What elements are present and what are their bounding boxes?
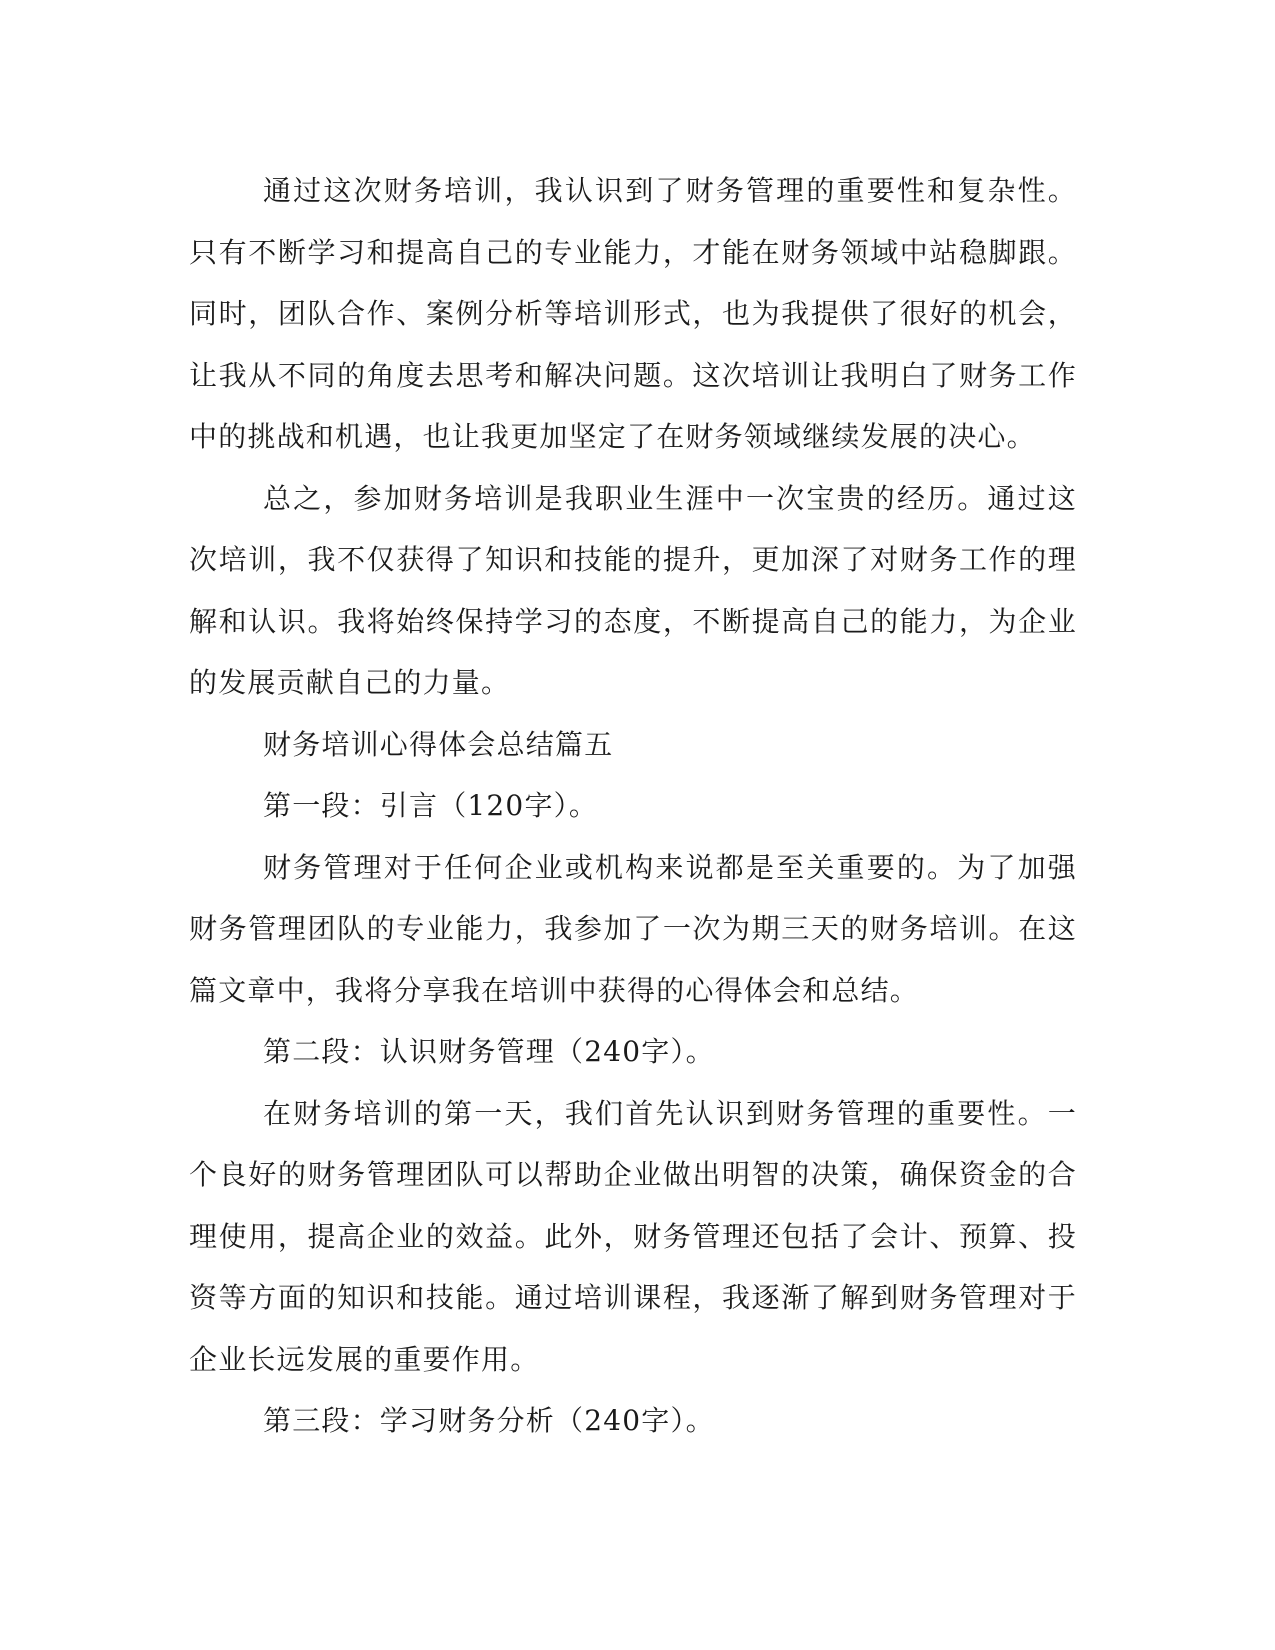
paragraph-conclusion: 总之，参加财务培训是我职业生涯中一次宝贵的经历。通过这次培训，我不仅获得了知识和技能的提升，更加深了对财务工作的理解和认识。我将始终保持学习的态度，不断提高自己的能力，为企业的发展贡献自己的力量。 bbox=[189, 481, 1077, 699]
article-title-part-five: 财务培训心得体会总结篇五 bbox=[263, 727, 614, 761]
document-body bbox=[189, 160, 1077, 1452]
section-heading-intro: 第一段：引言（120字）。 bbox=[263, 789, 599, 822]
paragraph-intro: 财务管理对于任何企业或机构来说都是至关重要的。为了加强财务管理团队的专业能力，我参加了一次为期三天的财务培训。在这篇文章中，我将分享我在培训中获得的心得体会和总结。 bbox=[189, 850, 1077, 1007]
paragraph-understanding: 在财务培训的第一天，我们首先认识到财务管理的重要性。一个良好的财务管理团队可以帮助企业做出明智的决策，确保资金的合理使用，提高企业的效益。此外，财务管理还包括了会计、预算、投资等方面的知识和技能。通过培训课程，我逐渐了解到财务管理对于企业长远发展的重要作用。 bbox=[189, 1096, 1077, 1376]
section-heading-analysis: 第三段：学习财务分析（240字）。 bbox=[263, 1404, 715, 1437]
section-heading-understanding: 第二段：认识财务管理（240字）。 bbox=[263, 1035, 715, 1068]
paragraph-training-reflection: 通过这次财务培训，我认识到了财务管理的重要性和复杂性。只有不断学习和提高自己的专业能力，才能在财务领域中站稳脚跟。同时，团队合作、案例分析等培训形式，也为我提供了很好的机会，让我从不同的角度去思考和解决问题。这次培训让我明白了财务工作中的挑战和机遇，也让我更加坚定了在财务领域继续发展的决心。 bbox=[189, 174, 1077, 453]
